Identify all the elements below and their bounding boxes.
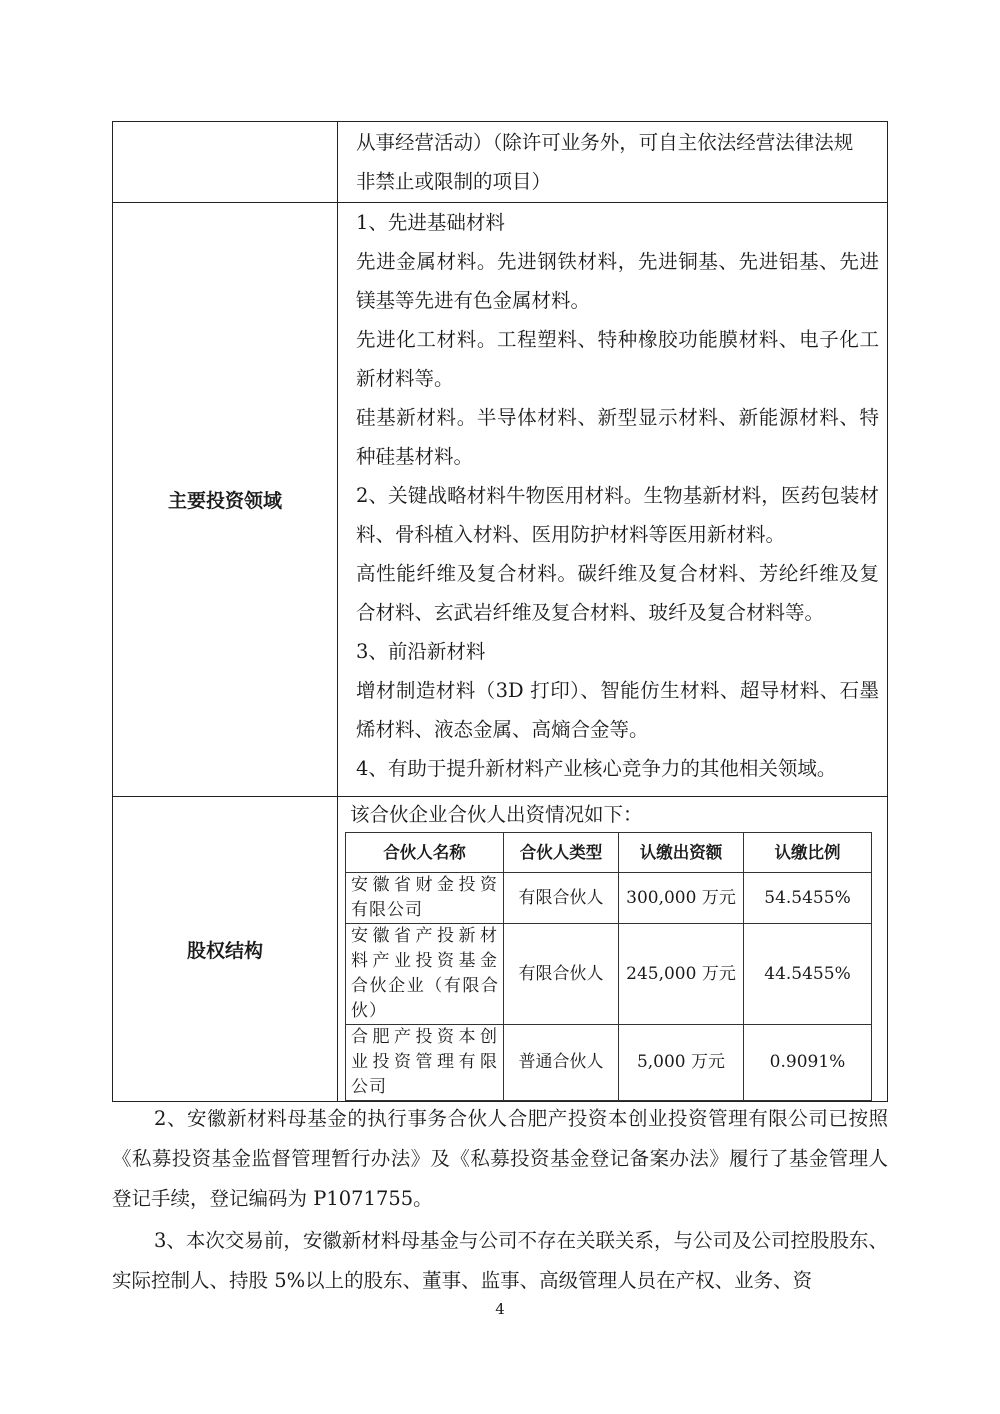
partner-table-header bbox=[346, 833, 872, 873]
partner-name-line: 公司 bbox=[351, 1077, 387, 1097]
partner-row bbox=[346, 873, 872, 924]
partner-amount: 300,000 万元 bbox=[619, 873, 744, 924]
investment-paragraph: 硅基新材料。半导体材料、新型显示材料、新能源材料、特种硅基材料。 bbox=[356, 406, 879, 468]
investment-paragraph: 3、前沿新材料 bbox=[356, 640, 486, 663]
partner-table bbox=[345, 832, 872, 1101]
partner-name-line: 安徽省财金投资 bbox=[351, 875, 498, 895]
investment-paragraph: 先进化工材料。工程塑料、特种橡胶功能膜材料、电子化工新材料等。 bbox=[356, 328, 879, 390]
partner-row bbox=[346, 1025, 872, 1101]
partner-name-line: 安徽省产投新材 bbox=[351, 926, 498, 946]
table-row bbox=[113, 797, 888, 1102]
paragraph-2-text: 2、安徽新材料母基金的执行事务合伙人合肥产投资本创业投资管理有限公司已按照《私募投资基金监督管理暂行办法》及《私募投资基金登记备案办法》履行了基金管理人登记手续，登记编码为 P1071755。 bbox=[112, 1107, 888, 1210]
equity-structure-label: 股权结构 bbox=[113, 797, 338, 1102]
partner-name bbox=[346, 924, 504, 1025]
partner-ratio: 44.5455% bbox=[744, 924, 872, 1025]
partner-type: 有限合伙人 bbox=[504, 924, 619, 1025]
investment-paragraph: 先进金属材料。先进钢铁材料，先进铜基、先进铝基、先进镁基等先进有色金属材料。 bbox=[356, 250, 879, 312]
equity-intro: 该合伙企业合伙人出资情况如下： bbox=[350, 803, 643, 826]
fund-info-table bbox=[112, 121, 888, 1102]
header-subscribed-ratio: 认缴比例 bbox=[744, 833, 872, 873]
investment-field-content bbox=[338, 203, 887, 788]
partner-amount: 245,000 万元 bbox=[619, 924, 744, 1025]
partner-name-line: 合肥产投资本创 bbox=[351, 1027, 498, 1047]
row-label-empty bbox=[113, 122, 338, 203]
investment-field-cell bbox=[338, 203, 888, 797]
equity-structure-content bbox=[338, 797, 887, 1101]
paragraph-3-text: 3、本次交易前，安徽新材料母基金与公司不存在关联关系，与公司及公司控股股东、实际控制人、持股 5%以上的股东、董事、监事、高级管理人员在产权、业务、资 bbox=[112, 1229, 888, 1292]
table-row bbox=[113, 203, 888, 797]
partner-name-line: 料产业投资基金 bbox=[351, 951, 498, 971]
investment-paragraph: 高性能纤维及复合材料。碳纤维及复合材料、芳纶纤维及复合材料、玄武岩纤维及复合材料、玻纤及复合材料等。 bbox=[356, 562, 879, 624]
investment-paragraph: 增材制造材料（3D 打印）、智能仿生材料、超导材料、石墨烯材料、液态金属、高熵合金等。 bbox=[356, 679, 879, 741]
business-scope-line: 从事经营活动）（除许可业务外，可自主依法经营法律法规 bbox=[356, 131, 854, 154]
table-row bbox=[113, 122, 888, 203]
partner-name-line: 业投资管理有限 bbox=[351, 1052, 498, 1072]
business-scope-line: 非禁止或限制的项目） bbox=[356, 170, 552, 193]
equity-structure-cell bbox=[338, 797, 888, 1102]
page-number: 4 bbox=[495, 1300, 505, 1318]
partner-type: 普通合伙人 bbox=[504, 1025, 619, 1101]
paragraph-2 bbox=[112, 1099, 888, 1219]
investment-paragraph: 1、先进基础材料 bbox=[356, 211, 505, 234]
header-partner-type: 合伙人类型 bbox=[504, 833, 619, 873]
investment-paragraph: 2、关键战略材料牛物医用材料。生物基新材料，医药包装材料、骨科植入材料、医用防护材料等医用新材料。 bbox=[356, 484, 879, 546]
partner-name-line: 有限公司 bbox=[351, 900, 423, 920]
partner-name-line: 伙） bbox=[351, 1001, 387, 1021]
header-subscribed-amount: 认缴出资额 bbox=[619, 833, 744, 873]
business-scope-cell bbox=[338, 122, 888, 203]
investment-paragraph: 4、有助于提升新材料产业核心竞争力的其他相关领域。 bbox=[356, 757, 837, 780]
header-partner-name: 合伙人名称 bbox=[346, 833, 504, 873]
partner-row bbox=[346, 924, 872, 1025]
paragraph-3 bbox=[112, 1221, 888, 1301]
partner-name bbox=[346, 1025, 504, 1101]
investment-field-label: 主要投资领域 bbox=[113, 203, 338, 797]
partner-ratio: 0.9091% bbox=[744, 1025, 872, 1101]
partner-type: 有限合伙人 bbox=[504, 873, 619, 924]
partner-ratio: 54.5455% bbox=[744, 873, 872, 924]
partner-amount: 5,000 万元 bbox=[619, 1025, 744, 1101]
partner-name-line: 合伙企业（有限合 bbox=[351, 976, 498, 996]
partner-name bbox=[346, 873, 504, 924]
business-scope-content bbox=[338, 122, 887, 201]
